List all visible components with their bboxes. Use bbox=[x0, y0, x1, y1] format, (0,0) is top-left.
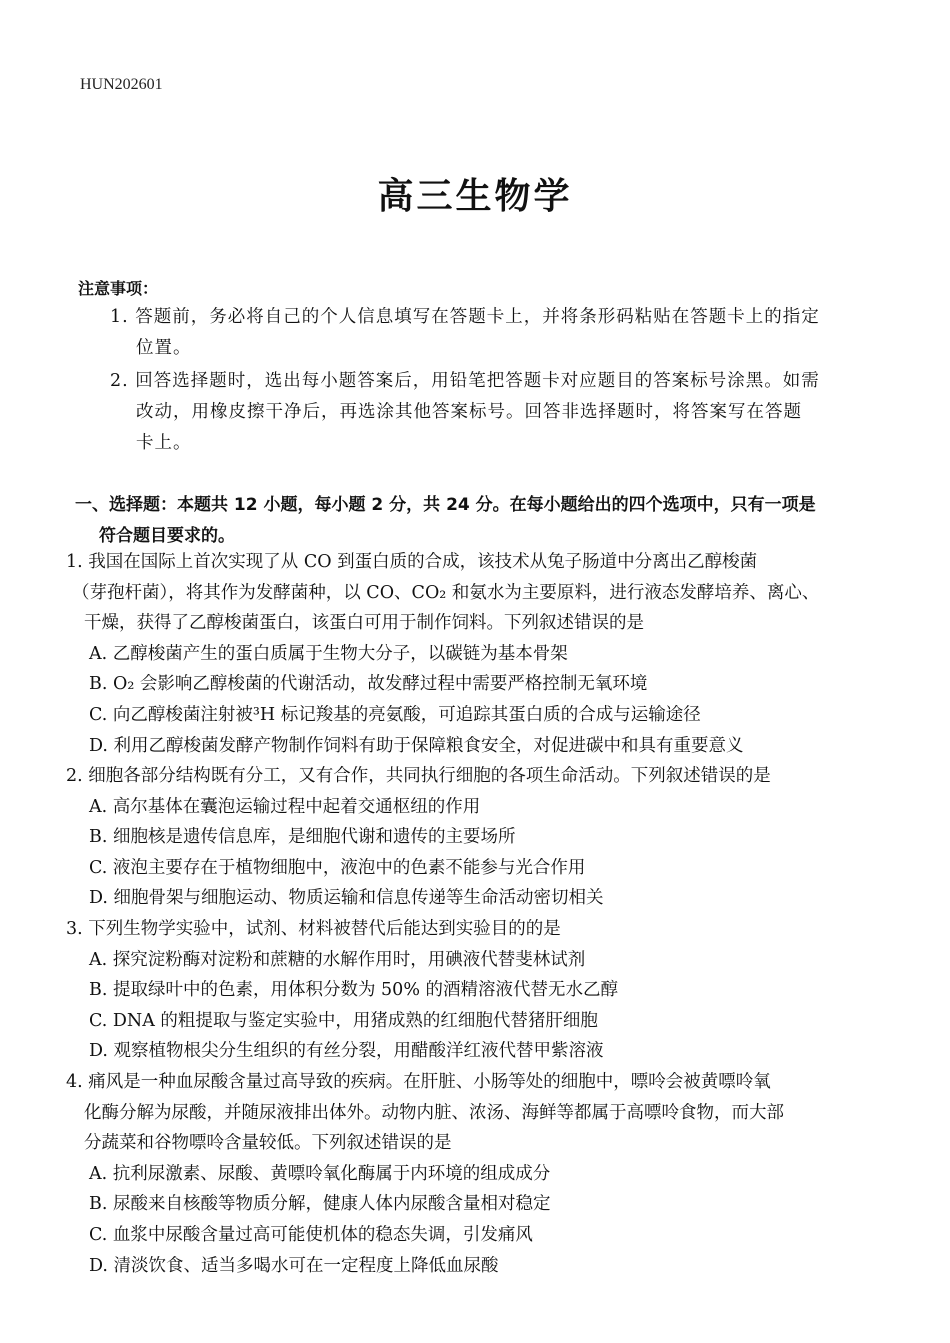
question-4-stem-line1: 4. 痛风是一种血尿酸含量过高导致的疾病。在肝脏、小肠等处的细胞中，嘌呤会被黄嘌呤氧 bbox=[66, 1072, 771, 1092]
notice-item-1 bbox=[110, 302, 885, 364]
question-2-option-d: D. 细胞骨架与细胞运动、物质运输和信息传递等生命活动密切相关 bbox=[89, 888, 604, 909]
question-1-option-a: A. 乙醇梭菌产生的蛋白质属于生物大分子，以碳链为基本骨架 bbox=[89, 643, 568, 664]
question-4-stem-line3: 分蔬菜和谷物嘌呤含量较低。下列叙述错误的是 bbox=[84, 1133, 452, 1154]
question-4-stem-line2: 化酶分解为尿酸，并随尿液排出体外。动物内脏、浓汤、海鲜等都属于高嘌呤食物，而大部 bbox=[84, 1102, 784, 1123]
notice-item-1-line2: 位置。 bbox=[136, 338, 192, 358]
question-3-option-b: B. 提取绿叶中的色素，用体积分数为 50% 的酒精溶液代替无水乙醇 bbox=[89, 980, 619, 1001]
question-3 bbox=[66, 914, 886, 1067]
notice-item-2-line2: 改动，用橡皮擦干净后，再选涂其他答案标号。回答非选择题时，将答案写在答题 bbox=[136, 402, 802, 422]
question-4-option-d: D. 清淡饮食、适当多喝水可在一定程度上降低血尿酸 bbox=[89, 1255, 499, 1276]
notice-item-1-line1: 1. 答题前，务必将自己的个人信息填写在答题卡上，并将条形码粘贴在答题卡上的指定 bbox=[110, 307, 820, 327]
question-4-option-c: C. 血浆中尿酸含量过高可能使机体的稳态失调，引发痛风 bbox=[89, 1224, 533, 1245]
question-2-option-b: B. 细胞核是遗传信息库，是细胞代谢和遗传的主要场所 bbox=[89, 827, 516, 848]
question-4 bbox=[66, 1067, 886, 1281]
question-3-option-a: A. 探究淀粉酶对淀粉和蔗糖的水解作用时，用碘液代替斐林试剂 bbox=[89, 949, 586, 970]
section-heading-line1: 一、选择题：本题共 12 小题，每小题 2 分，共 24 分。在每小题给出的四个选项中，只有一项是 bbox=[75, 495, 816, 515]
notice-heading: 注意事项： bbox=[78, 279, 159, 298]
question-1-stem-line1: 1. 我国在国际上首次实现了从 CO 到蛋白质的合成，该技术从兔子肠道中分离出乙醇梭菌 bbox=[66, 552, 758, 572]
section-heading-line2: 符合题目要求的。 bbox=[99, 526, 235, 546]
notice-item-2 bbox=[110, 366, 885, 459]
question-3-option-d: D. 观察植物根尖分生组织的有丝分裂，用醋酸洋红液代替甲紫溶液 bbox=[89, 1041, 604, 1062]
question-1-option-c: C. 向乙醇梭菌注射被³H 标记羧基的亮氨酸，可追踪其蛋白质的合成与运输途径 bbox=[89, 704, 701, 725]
question-2-stem-line1: 2. 细胞各部分结构既有分工，又有合作，共同执行细胞的各项生命活动。下列叙述错误的是 bbox=[66, 766, 771, 786]
question-3-stem-line1: 3. 下列生物学实验中，试剂、材料被替代后能达到实验目的的是 bbox=[66, 919, 561, 939]
question-1-stem-line2: （芽孢杆菌），将其作为发酵菌种，以 CO、CO₂ 和氨水为主要原料，进行液态发酵培养、离心、 bbox=[72, 582, 820, 603]
question-2-option-a: A. 高尔基体在囊泡运输过程中起着交通枢纽的作用 bbox=[89, 796, 481, 817]
question-2-option-c: C. 液泡主要存在于植物细胞中，液泡中的色素不能参与光合作用 bbox=[89, 857, 586, 878]
notice-item-2-line3: 卡上。 bbox=[136, 433, 192, 453]
question-4-option-a: A. 抗利尿激素、尿酸、黄嘌呤氧化酶属于内环境的组成成分 bbox=[89, 1163, 551, 1184]
question-1 bbox=[66, 547, 886, 761]
question-1-option-d: D. 利用乙醇梭菌发酵产物制作饲料有助于保障粮食安全，对促进碳中和具有重要意义 bbox=[89, 735, 744, 756]
question-1-stem-line3: 干燥，获得了乙醇梭菌蛋白，该蛋白可用于制作饲料。下列叙述错误的是 bbox=[84, 613, 644, 634]
question-2 bbox=[66, 761, 886, 914]
notice-item-2-line1: 2. 回答选择题时，选出每小题答案后，用铅笔把答题卡对应题目的答案标号涂黑。如需 bbox=[110, 371, 820, 391]
question-1-option-b: B. O₂ 会影响乙醇梭菌的代谢活动，故发酵过程中需要严格控制无氧环境 bbox=[89, 674, 648, 695]
section-heading bbox=[75, 490, 885, 552]
page-title: 高三生物学 bbox=[377, 176, 573, 217]
question-3-option-c: C. DNA 的粗提取与鉴定实验中，用猪成熟的红细胞代替猪肝细胞 bbox=[89, 1010, 598, 1031]
exam-code: HUN202601 bbox=[80, 76, 163, 93]
question-4-option-b: B. 尿酸来自核酸等物质分解，健康人体内尿酸含量相对稳定 bbox=[89, 1194, 551, 1215]
